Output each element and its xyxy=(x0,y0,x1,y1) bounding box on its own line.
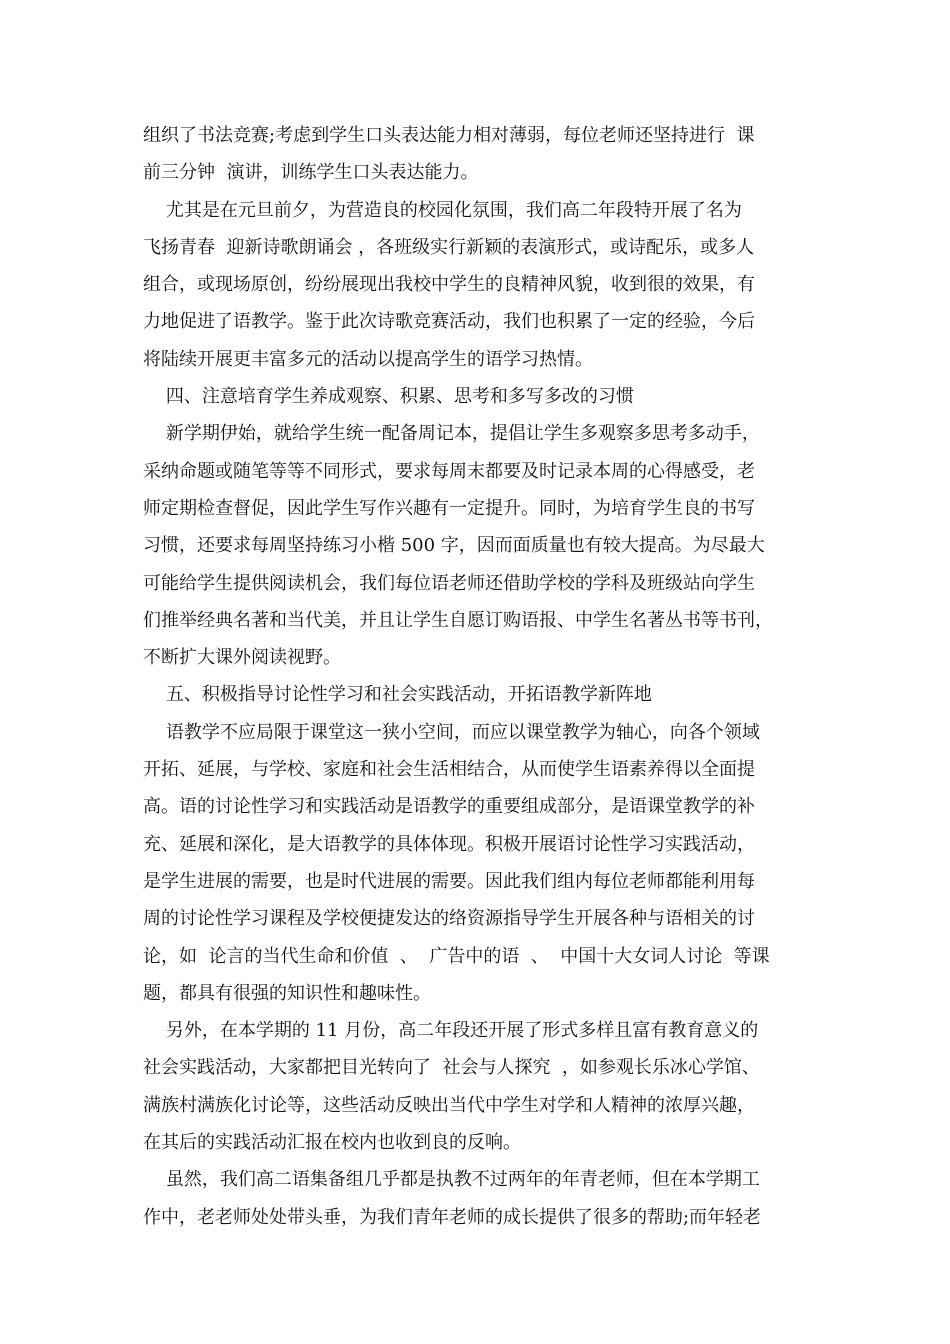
text-line: 们推举经典名著和当代美，并且让学生自愿订购语报、中学生名著丛书等书刊， xyxy=(143,609,773,631)
section-heading-4: 四、注意培育学生养成观察、积累、思考和多写多改的习惯 xyxy=(143,386,634,408)
text-line: 可能给学生提供阅读机会，我们每位语老师还借助学校的学科及班级站向学生 xyxy=(143,572,755,594)
text-line: 高。语的讨论性学习和实践活动是语教学的重要组成部分，是语课堂教学的补 xyxy=(143,796,755,818)
text-line: 将陆续开展更丰富多元的活动以提高学生的语学习热情。 xyxy=(143,348,593,370)
text-line: 语教学不应局限于课堂这一狭小空间，而应以课堂教学为轴心，向各个领域 xyxy=(143,721,760,743)
text-line: 作中，老老师处处带头垂，为我们青年老师的成长提供了很多的帮助;而年轻老 xyxy=(143,1206,762,1228)
text-line: 飞扬青春 迎新诗歌朗诵会 ，各班级实行新颖的表演形式，或诗配乐，或多人 xyxy=(143,236,755,258)
text-line: 另外，在本学期的 11 月份，高二年段还开展了形式多样且富有教育意义的 xyxy=(143,1020,759,1042)
text-line: 虽然，我们高二语集备组几乎都是执教不过两年的年青老师，但在本学期工 xyxy=(143,1169,760,1191)
text-line: 前三分钟 演讲，训练学生口头表达能力。 xyxy=(143,162,479,184)
section-heading-5: 五、积极指导讨论性学习和社会实践活动，开拓语教学新阵地 xyxy=(143,684,652,706)
text-line: 习惯，还要求每周坚持练习小楷 500 字，因而面质量也有较大提高。为尽最大 xyxy=(143,535,765,557)
text-line: 周的讨论性学习课程及学校便捷发达的络资源指导学生开展各种与语相关的讨 xyxy=(143,908,755,930)
text-line: 组织了书法竞赛;考虑到学生口头表达能力相对薄弱，每位老师还坚持进行 课 xyxy=(143,125,755,146)
text-line: 论，如 论言的当代生命和价值 、 广告中的语 、 中国十大女词人讨论 等课 xyxy=(143,945,770,967)
text-line: 社会实践活动，大家都把目光转向了 社会与人探究 ，如参观长乐冰心学馆、 xyxy=(143,1057,760,1079)
text-line: 新学期伊始，就给学生统一配备周记本，提倡让学生多观察多思考多动手， xyxy=(143,423,760,445)
text-line: 是学生进展的需要，也是时代进展的需要。因此我们组内每位老师都能利用每 xyxy=(143,870,755,892)
text-line: 师定期检查督促，因此学生写作兴趣有一定提升。同时，为培育学生良的书写 xyxy=(143,497,755,519)
text-line: 不断扩大课外阅读视野。 xyxy=(143,647,341,669)
text-line: 采纳命题或随笔等等不同形式，要求每周末都要及时记录本周的心得感受，老 xyxy=(143,460,755,482)
text-line: 在其后的实践活动汇报在校内也收到良的反响。 xyxy=(143,1132,521,1154)
text-line: 题，都具有很强的知识性和趣味性。 xyxy=(143,982,431,1004)
text-line: 满族村满族化讨论等，这些活动反映出当代中学生对学和人精神的浓厚兴趣， xyxy=(143,1094,755,1116)
text-line: 充、延展和深化，是大语教学的具体体现。积极开展语讨论性学习实践活动， xyxy=(143,833,755,855)
text-line: 开拓、延展，与学校、家庭和社会生活相结合，从而使学生语素养得以全面提 xyxy=(143,759,755,781)
text-line: 尤其是在元旦前夕，为营造良的校园化氛围，我们高二年段特开展了名为 xyxy=(143,199,742,221)
text-line: 组合，或现场原创，纷纷展现出我校中学生的良精神风貌，收到很的效果，有 xyxy=(143,274,755,296)
document-body xyxy=(143,117,808,1236)
text-line: 力地促进了语教学。鉴于此次诗歌竞赛活动，我们也积累了一定的经验，今后 xyxy=(143,311,755,333)
